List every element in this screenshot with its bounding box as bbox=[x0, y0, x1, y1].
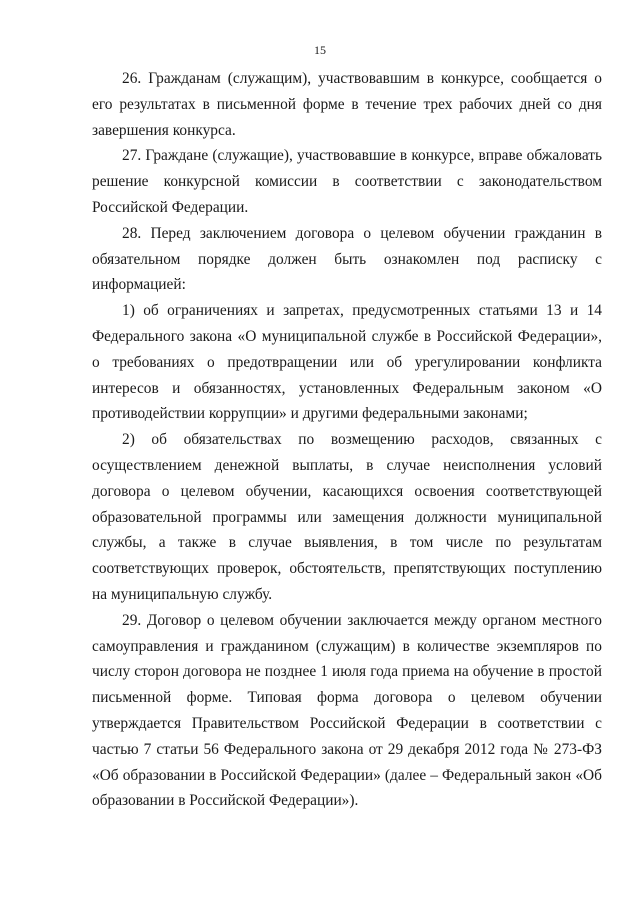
page-number: 15 bbox=[314, 43, 326, 57]
paragraph-29: 29. Договор о целевом обучении заключается между органом местного самоуправления и гражданином (служащим) в количестве экземпляров по числу сторон договора не позднее 1 июля года приема на обучение в простой письменной форме. Типовая форма договора о целевом обучении утверждается Правительством Российской Федерации в соответствии с частью 7 статьи 56 Федерального закона от 29 декабря 2012 года № 273-ФЗ «Об образовании в Российской Федерации» (далее – Федеральный закон «Об образовании в Российской Федерации»). bbox=[92, 611, 602, 810]
paragraph-27: 27. Граждане (служащие), участвовавшие в конкурсе, вправе обжаловать решение конкурсной комиссии в соответствии с законодательством Российской Федерации. bbox=[92, 147, 602, 216]
paragraph-26: 26. Гражданам (служащим), участвовавшим в конкурсе, сообщается о его результатах в письменной форме в течение трех рабочих дней со дня завершения конкурса. bbox=[92, 70, 602, 139]
paragraph-28-item-1: 1) об ограничениях и запретах, предусмотренных статьями 13 и 14 Федерального закона «О муниципальной службе в Российской Федерации», о требованиях о предотвращении или об урегулировании конфликта интересов и обязанностях, установленных Федеральным законом «О противодействии коррупции» и другими федеральными законами; bbox=[92, 302, 602, 423]
paragraph-28: 28. Перед заключением договора о целевом обучении гражданин в обязательном порядке должен быть ознакомлен под расписку с информацией: bbox=[92, 224, 602, 294]
paragraph-28-item-2: 2) об обязательствах по возмещению расходов, связанных с осуществлением денежной выплаты, в случае неисполнения условий договора о целевом обучении, касающихся освоения соответствующей образовательной программы или замещения должности муниципальной службы, а также в случае выявления, в том числе по результатам соответствующих проверок, обстоятельств, препятствующих поступлению на муниципальную службу. bbox=[92, 431, 602, 603]
document-body bbox=[92, 66, 602, 814]
